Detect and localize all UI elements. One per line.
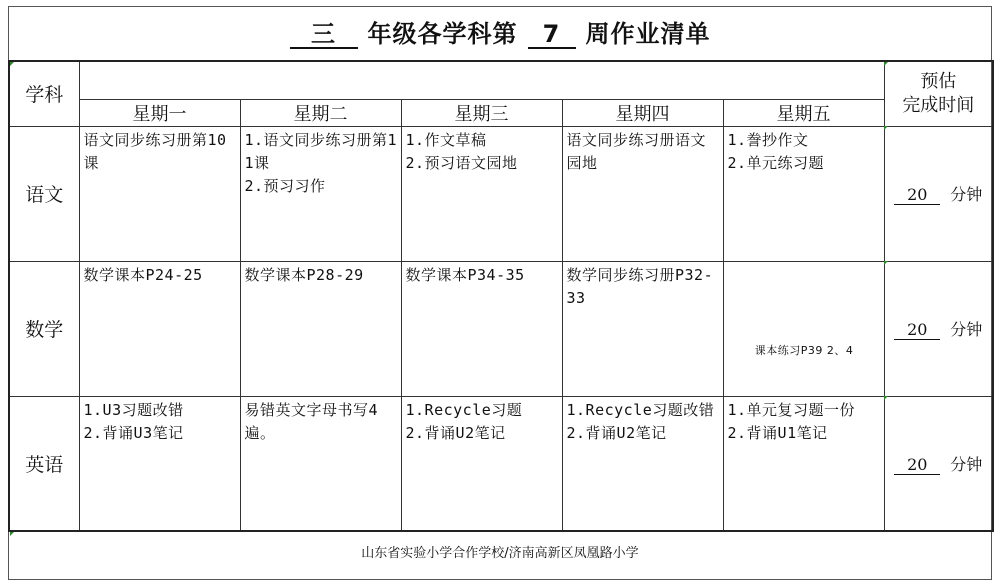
homework-cell: 语文同步练习册第10课	[79, 126, 240, 261]
homework-cell: 1.单元复习题一份 2.背诵U1笔记	[723, 396, 884, 531]
estimated-time: 20 分钟	[884, 261, 993, 396]
title-middle: 年级各学科第	[367, 20, 518, 48]
page-title	[0, 14, 1000, 49]
day-header: 星期三	[401, 99, 562, 126]
day-header: 星期四	[562, 99, 723, 126]
estimated-time: 20 分钟	[884, 396, 993, 531]
cell-corner-mark	[10, 62, 14, 66]
cell-corner-mark	[884, 396, 888, 400]
homework-cell: 1.语文同步练习册第11课 2.预习习作	[240, 126, 401, 261]
cell-corner-mark	[884, 261, 888, 265]
subject-name: 语文	[9, 126, 79, 261]
table-row	[9, 396, 993, 531]
homework-cell: 1.作文草稿 2.预习语文园地	[401, 126, 562, 261]
cell-corner-mark	[10, 532, 14, 536]
table-row	[9, 261, 993, 396]
estimated-time: 20 分钟	[884, 126, 993, 261]
homework-cell: 1.U3习题改错 2.背诵U3笔记	[79, 396, 240, 531]
table-row	[9, 126, 993, 261]
homework-cell: 数学课本P24-25	[79, 261, 240, 396]
grade-blank: 三	[290, 21, 358, 49]
title-tail: 周作业清单	[585, 20, 711, 48]
cell-corner-mark	[884, 62, 888, 66]
homework-cell: 1.誊抄作文 2.单元练习题	[723, 126, 884, 261]
homework-table	[8, 60, 994, 532]
cell-corner-mark	[884, 126, 888, 130]
day-header: 星期一	[79, 99, 240, 126]
subject-name: 数学	[9, 261, 79, 396]
homework-cell: 语文同步练习册语文园地	[562, 126, 723, 261]
day-header: 星期五	[723, 99, 884, 126]
school-footer: 山东省实验小学合作学校/济南高新区凤凰路小学	[361, 546, 639, 561]
homework-cell: 1.Recycle习题改错 2.背诵U2笔记	[562, 396, 723, 531]
subject-header: 学科	[9, 61, 79, 126]
homework-cell: 课本练习P39 2、4	[723, 261, 884, 396]
subject-name: 英语	[9, 396, 79, 531]
day-header: 星期二	[240, 99, 401, 126]
homework-cell: 易错英文字母书写4遍。	[240, 396, 401, 531]
week-blank: 7	[528, 21, 576, 49]
time-header: 预估 完成时间	[884, 61, 993, 126]
homework-cell: 数学课本P34-35	[401, 261, 562, 396]
homework-cell: 数学课本P28-29	[240, 261, 401, 396]
homework-cell: 1.Recycle习题 2.背诵U2笔记	[401, 396, 562, 531]
homework-cell: 数学同步练习册P32-33	[562, 261, 723, 396]
header-blank-band	[79, 61, 884, 99]
